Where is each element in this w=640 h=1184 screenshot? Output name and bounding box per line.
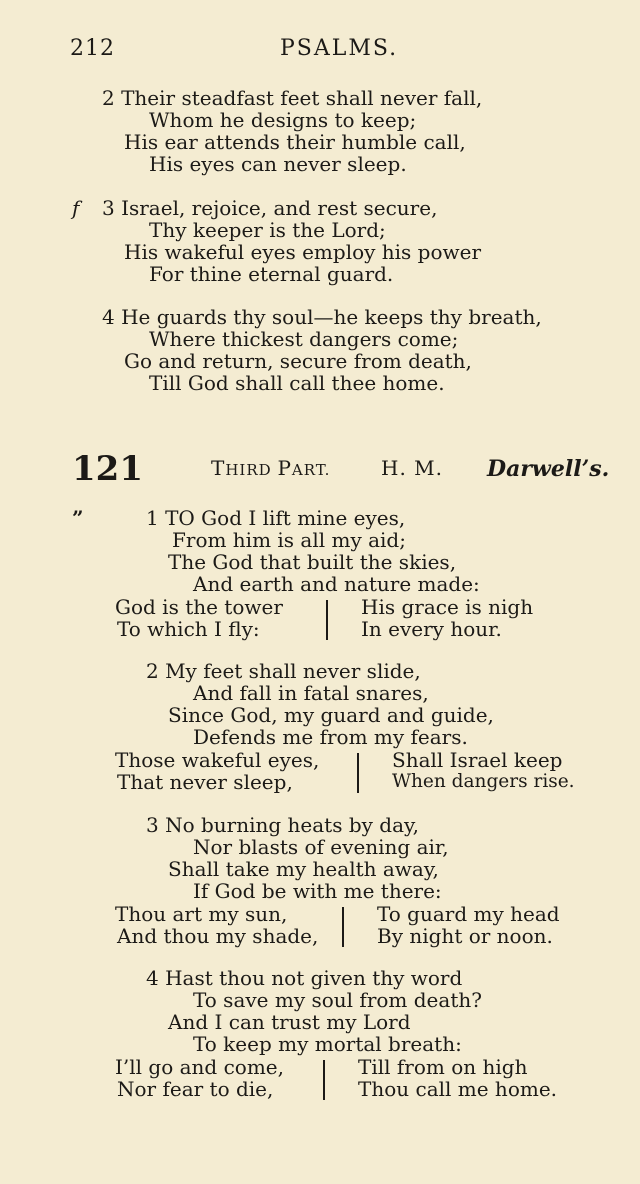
part-rest: HIRD bbox=[225, 461, 278, 479]
refrain-right-line: Thou call me home. bbox=[358, 1077, 558, 1101]
verse-line: Thy keeper is the Lord; bbox=[149, 218, 386, 242]
hymn-number: 121 bbox=[72, 449, 143, 489]
verse-line: Since God, my guard and guide, bbox=[168, 703, 494, 727]
verse-line: 4 Hast thou not given thy word bbox=[146, 966, 463, 990]
verse-line: Nor blasts of evening air, bbox=[193, 835, 449, 859]
verse-line: Go and return, secure from death, bbox=[124, 349, 472, 373]
refrain-right-line: By night or noon. bbox=[377, 924, 553, 948]
verse-line: For thine eternal guard. bbox=[149, 262, 394, 286]
refrain-left-line: I’ll go and come, bbox=[115, 1055, 284, 1079]
verse-line: His eyes can never sleep. bbox=[149, 152, 407, 176]
refrain-divider bbox=[326, 600, 328, 640]
dynamic-mark: ” bbox=[72, 506, 84, 530]
verse-line: Till God shall call thee home. bbox=[149, 371, 445, 395]
refrain-divider bbox=[323, 1060, 325, 1100]
verse-line: To keep my mortal breath: bbox=[193, 1032, 462, 1056]
verse-line: 1 TO God I lift mine eyes, bbox=[146, 506, 406, 530]
refrain-left-line: And thou my shade, bbox=[117, 924, 319, 948]
part-rest-2: ART. bbox=[291, 461, 331, 479]
verse-line: 3 No burning heats by day, bbox=[146, 813, 420, 837]
hymn-part bbox=[211, 456, 330, 480]
refrain-left-line: Nor fear to die, bbox=[117, 1077, 274, 1101]
refrain-right-line: Till from on high bbox=[358, 1055, 528, 1079]
refrain-left-line: That never sleep, bbox=[117, 770, 293, 794]
refrain-divider bbox=[357, 753, 359, 793]
refrain-left-line: To which I fly: bbox=[117, 617, 260, 641]
verse-line: 2 My feet shall never slide, bbox=[146, 659, 421, 683]
hymn-meter: H. M. bbox=[381, 456, 443, 480]
refrain-right-line: To guard my head bbox=[377, 902, 560, 926]
verse-line: 4 He guards thy soul—he keeps thy breath, bbox=[102, 305, 542, 329]
refrain-left-line: God is the tower bbox=[115, 595, 283, 619]
refrain-left-line: Thou art my sun, bbox=[115, 902, 288, 926]
verse-line: 2 Their steadfast feet shall never fall, bbox=[102, 86, 483, 110]
verse-line: And earth and nature made: bbox=[193, 572, 480, 596]
refrain-right-line: Shall Israel keep bbox=[392, 748, 563, 772]
refrain-left-line: Those wakeful eyes, bbox=[115, 748, 320, 772]
verse-line: Defends me from my fears. bbox=[193, 725, 468, 749]
refrain-right-line: His grace is nigh bbox=[361, 595, 534, 619]
verse-line: From him is all my aid; bbox=[172, 528, 406, 552]
verse-line: If God be with me there: bbox=[193, 879, 442, 903]
verse-line: And fall in fatal snares, bbox=[193, 681, 429, 705]
part-initial: T bbox=[211, 456, 226, 480]
verse-line: And I can trust my Lord bbox=[168, 1010, 411, 1034]
verse-line: Whom he designs to keep; bbox=[149, 108, 417, 132]
verse-line: Shall take my health away, bbox=[168, 857, 439, 881]
refrain-right-line: When dangers rise. bbox=[392, 771, 575, 792]
verse-line: 3 Israel, rejoice, and rest secure, bbox=[102, 196, 438, 220]
part-initial-2: P bbox=[277, 456, 292, 480]
verse-line: His ear attends their humble call, bbox=[124, 130, 466, 154]
page-number: 212 bbox=[70, 36, 115, 61]
verse-line: To save my soul from death? bbox=[193, 988, 482, 1012]
refrain-right-line: In every hour. bbox=[361, 617, 502, 641]
verse-line: Where thickest dangers come; bbox=[149, 327, 459, 351]
page-title: PSALMS. bbox=[280, 36, 399, 61]
verse-line: His wakeful eyes employ his power bbox=[124, 240, 482, 264]
refrain-divider bbox=[342, 907, 344, 947]
verse-line: The God that built the skies, bbox=[168, 550, 457, 574]
dynamic-mark: f bbox=[72, 196, 80, 220]
hymn-tune: Darwell’s. bbox=[487, 456, 610, 482]
